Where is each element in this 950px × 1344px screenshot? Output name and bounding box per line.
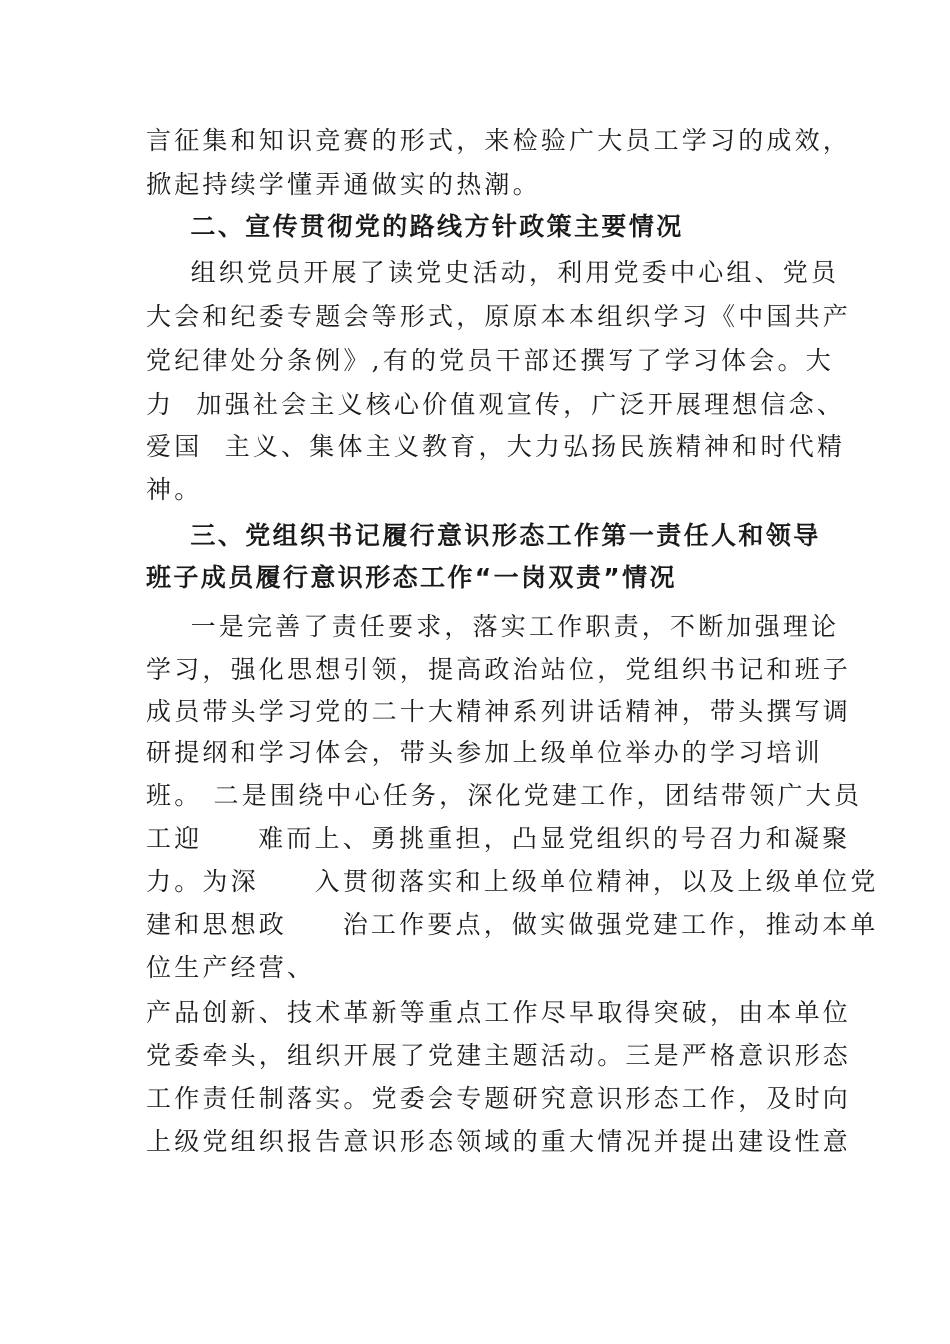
body-line: 党纪律处分条例》,有的党员干部还撰写了学习体会。大 [146, 346, 834, 375]
body-line: 研提纲和学习体会，带头参加上级单位举办的学习培训 [146, 738, 823, 767]
body-line: 力。为深 入贯彻落实和上级单位精神，以及上级单位党 [146, 867, 879, 896]
body-line: 上级党组织报告意识形态领域的重大情况并提出建设性意 [146, 1127, 852, 1156]
body-line: 位生产经营、 [146, 953, 316, 982]
body-line: 学习，强化思想引领，提高政治站位，党组织书记和班子 [146, 655, 852, 684]
section-heading-3: 三、党组织书记履行意识形态工作第一责任人和领导 [146, 521, 821, 550]
body-line: 一是完善了责任要求，落实工作职责，不断加强理论 [146, 612, 840, 641]
body-line: 工迎 难而上、勇挑重担，凸显党组织的号召力和凝聚 [146, 824, 851, 853]
body-line: 爱国 主义、集体主义教育，大力弘扬民族精神和时代精 [146, 432, 846, 461]
body-line: 产品创新、技术革新等重点工作尽早取得突破，由本单位 [146, 998, 852, 1027]
body-line: 班。 二是围绕中心任务，深化党建工作，团结带领广大员 [146, 781, 863, 810]
section-heading-2: 二、宣传贯彻党的路线方针政策主要情况 [146, 212, 684, 241]
body-line: 大会和纪委专题会等形式，原原本本组织学习《中国共产 [146, 302, 852, 331]
body-line: 建和思想政 治工作要点，做实做强党建工作，推动本单 [146, 910, 879, 939]
section-heading-3-cont: 班子成员履行意识形态工作“一岗双责”情况 [146, 563, 677, 592]
body-line: 掀起持续学懂弄通做实的热潮。 [146, 170, 541, 199]
body-line: 成员带头学习党的二十大精神系列讲话精神，带头撰写调 [146, 697, 852, 726]
body-line: 力 加强社会主义核心价值观宣传，广泛开展理想信念、 [146, 390, 846, 419]
body-line: 神。 [146, 475, 203, 504]
body-line: 言征集和知识竞赛的形式，来检验广大员工学习的成效， [146, 126, 852, 155]
body-line: 工作责任制落实。党委会专题研究意识形态工作，及时向 [146, 1084, 852, 1113]
body-line: 党委牵头，组织开展了党建主题活动。三是严格意识形态 [146, 1041, 852, 1070]
body-line: 组织党员开展了读党史活动，利用党委中心组、党员 [146, 258, 840, 287]
